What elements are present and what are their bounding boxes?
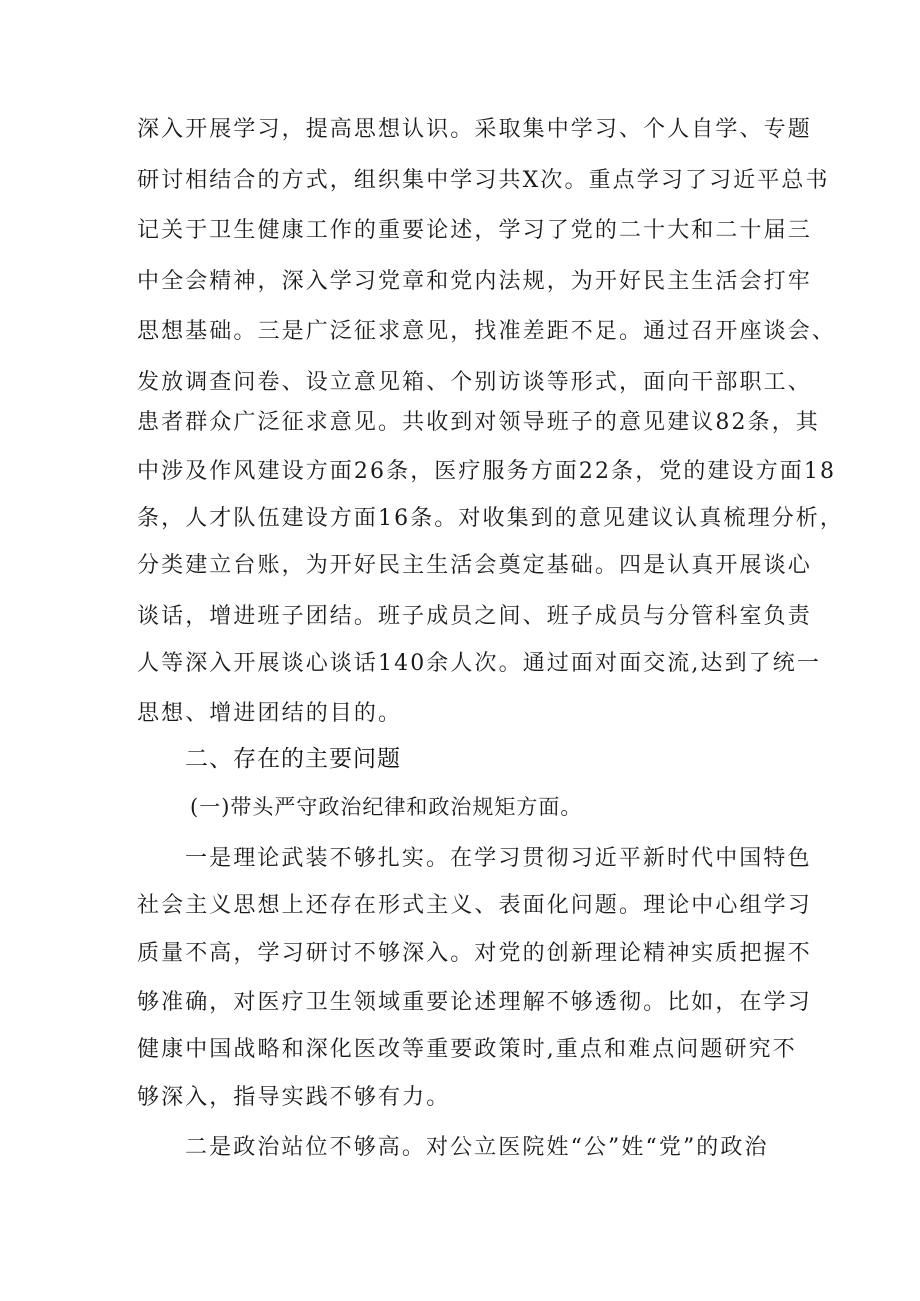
text-line: 中涉及作风建设方面26条，医疗服务方面22条，党的建设方面18 (137, 459, 837, 484)
text-line: 质量不高，学习研讨不够深入。对党的创新理论精神实质把握不 (137, 941, 812, 966)
subsection-heading: (一)带头严守政治纪律和政治规矩方面。 (190, 795, 583, 819)
text-line: 患者群众广泛征求意见。共收到对领导班子的意见建议82条，其 (137, 410, 820, 435)
text-line: 够准确，对医疗卫生领域重要论述理解不够透彻。比如，在学习 (137, 990, 812, 1015)
text-line: 思想基础。三是广泛征求意见，找准差距不足。通过召开座谈会、 (137, 319, 836, 344)
text-line: 谈话，增进班子团结。班子成员之间、班子成员与分管科室负责 (137, 604, 812, 629)
text-line: 中全会精神，深入学习党章和党内法规，为开好民主生活会打牢 (137, 269, 812, 294)
text-line: 发放调查问卷、设立意见箱、个别访谈等形式，面向干部职工、 (137, 370, 812, 395)
text-line: 健康中国战略和深化医改等重要政策时,重点和难点问题研究不 (137, 1037, 797, 1062)
text-line: 条，人才队伍建设方面16条。对收集到的意见建议认真梳理分析， (137, 506, 844, 531)
text-line: 一是理论武装不够扎实。在学习贯彻习近平新时代中国特色 (185, 846, 812, 871)
text-line: 够深入，指导实践不够有力。 (137, 1085, 451, 1110)
text-line: 人等深入开展谈心谈话140余人次。通过面对面交流,达到了统一 (137, 651, 821, 676)
text-line: 思想、增进团结的目的。 (137, 701, 403, 726)
text-line: 分类建立台账，为开好民主生活会奠定基础。四是认真开展谈心 (137, 553, 812, 578)
text-line: 深入开展学习，提高思想认识。采取集中学习、个人自学、专题 (137, 117, 812, 142)
text-line: 记关于卫生健康工作的重要论述，学习了党的二十大和二十届三 (137, 218, 812, 243)
text-line: 研讨相结合的方式，组织集中学习共X次。重点学习了习近平总书 (137, 168, 830, 193)
section-heading: 二、存在的主要问题 (185, 746, 401, 772)
text-line: 二是政治站位不够高。对公立医院姓“公”姓“党”的政治 (185, 1135, 769, 1160)
text-line: 社会主义思想上还存在形式主义、表面化问题。理论中心组学习 (137, 893, 812, 918)
